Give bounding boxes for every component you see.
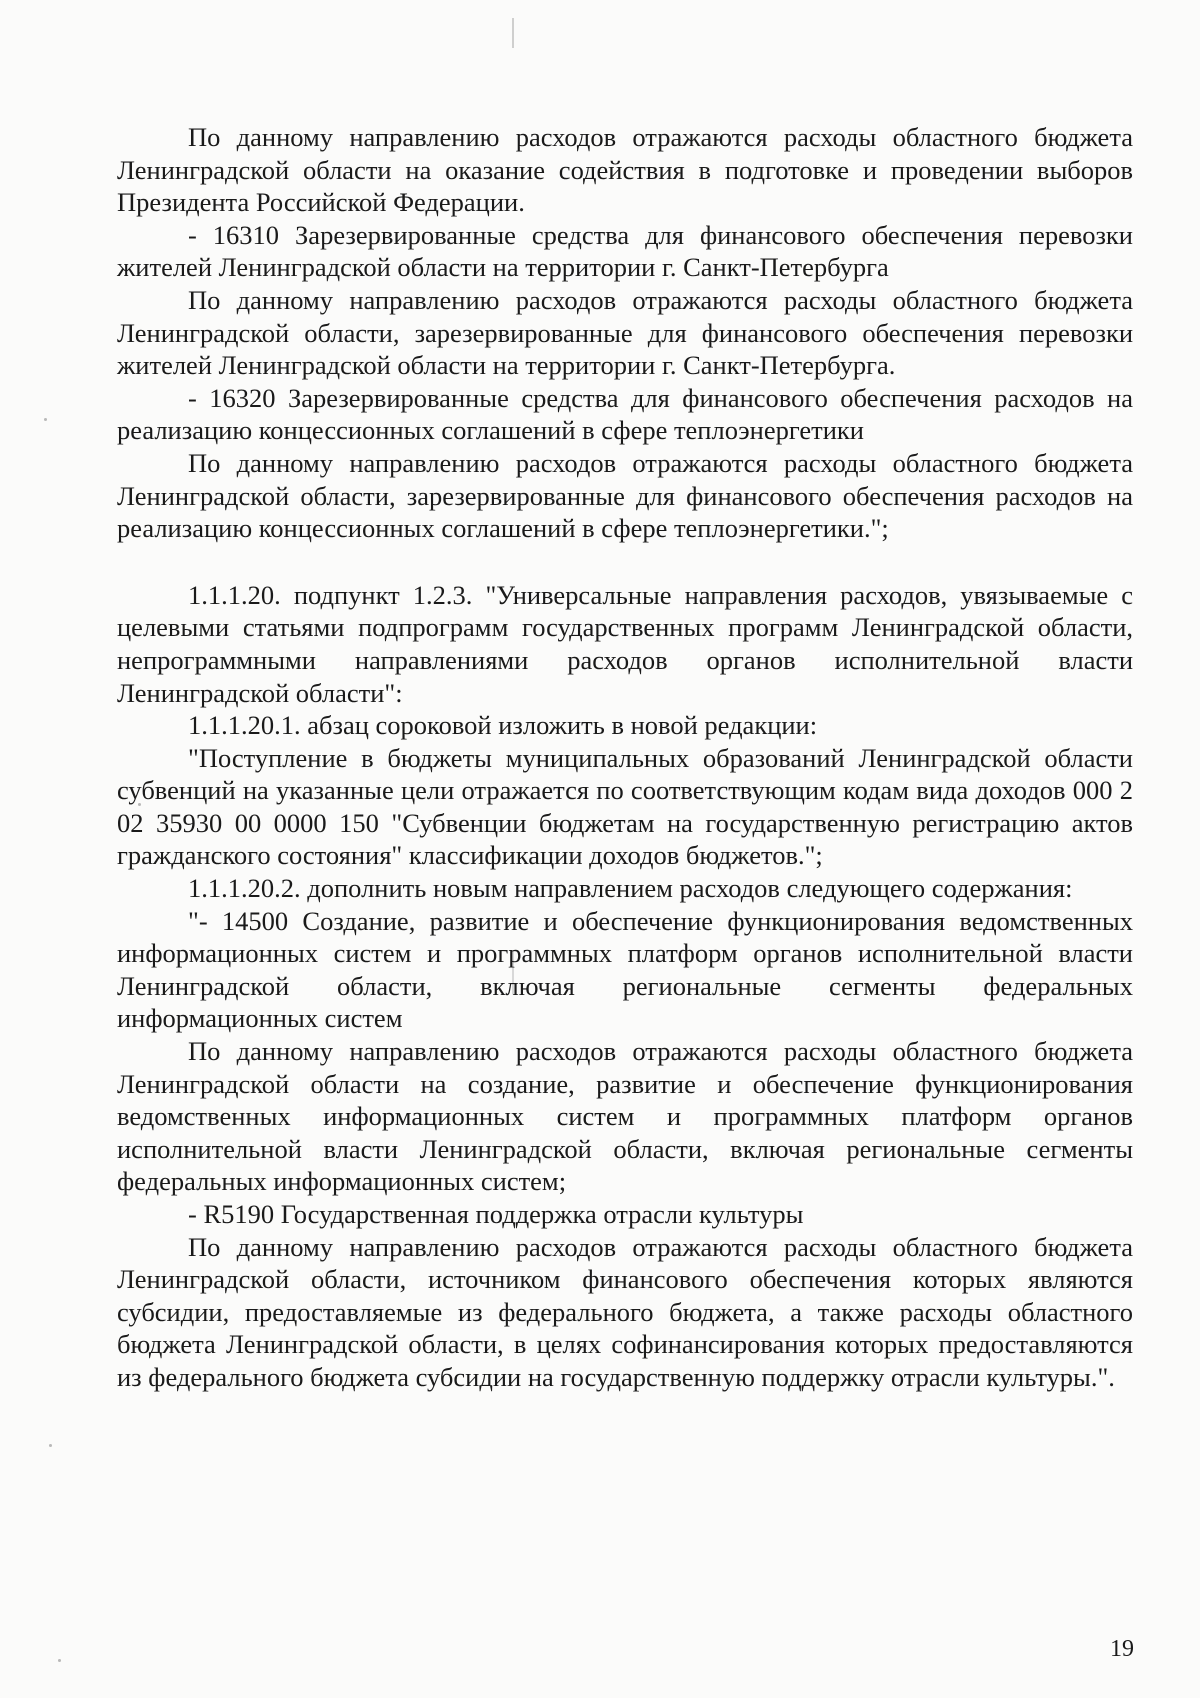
paragraph-top-2: - 16310 Зарезервированные средства для финансового обеспечения перевозки жителей Ленинградской области на территории г. Санкт-Петербурга [117,219,1133,283]
paragraph-bottom-7: - R5190 Государственная поддержка отрасли культуры [188,1199,804,1229]
paragraph-bottom-6: По данному направлению расходов отражаются расходы областного бюджета Ленинградской области на создание, развитие и обеспечение функционирования ведомственных информационных систем и программных платформ органов исполнительной власти Ленинградской области, включая региональные сегменты федеральных информационных систем; [117,1036,1133,1197]
document-body [117,121,1133,1394]
page-number: 19 [1110,1636,1134,1662]
paragraph-bottom-1: 1.1.1.20. подпункт 1.2.3. "Универсальные направления расходов, увязываемые с целевыми статьями подпрограмм государственных программ Ленинградской области, непрограммными направлениями расходов органов исполнительной власти Ленинградской области": [117,579,1133,708]
scan-speck [58,1659,61,1662]
paragraph-bottom-2: 1.1.1.20.1. абзац сороковой изложить в новой редакции: [188,710,818,741]
paragraph-gap [117,545,1133,579]
paragraph-bottom-3: "Поступление в бюджеты муниципальных образований Ленинградской области субвенций на указанные цели отражается по соответствующим кодам вида доходов 000 2 02 35930 00 0000 150 "Субвенции бюджетам на государственную регистрацию актов гражданского состояния" классификации доходов бюджетов."; [117,742,1133,871]
paragraph-bottom-4: 1.1.1.20.2. дополнить новым направлением расходов следующего содержания: [188,873,1073,904]
paragraph-top-5: По данному направлению расходов отражаются расходы областного бюджета Ленинградской области, зарезервированные для финансового обеспечения расходов на реализацию концессионных соглашений в сфере теплоэнергетики."; [117,447,1133,544]
scan-speck [49,1444,52,1447]
scan-artifact-top [512,18,514,48]
scan-speck [44,418,47,421]
paragraph-bottom-8: По данному направлению расходов отражаются расходы областного бюджета Ленинградской области, источником финансового обеспечения которых являются субсидии, предоставляемые из федерального бюджета, а также расходы областного бюджета Ленинградской области, в целях софинансирования которых предоставляются из федерального бюджета субсидии на государственную поддержку отрасли культуры.". [117,1231,1133,1392]
paragraph-bottom-5: "- 14500 Создание, развитие и обеспечение функционирования ведомственных информационных систем и программных платформ органов исполнительной власти Ленинградской области, включая региональные сегменты федеральных информационных систем [117,905,1133,1034]
paragraph-top-3: По данному направлению расходов отражаются расходы областного бюджета Ленинградской области, зарезервированные для финансового обеспечения перевозки жителей Ленинградской области на территории г. Санкт-Петербурга. [117,284,1133,381]
paragraph-top-1: По данному направлению расходов отражаются расходы областного бюджета Ленинградской области на оказание содействия в подготовке и проведении выборов Президента Российской Федерации. [117,122,1133,218]
paragraph-top-4: - 16320 Зарезервированные средства для финансового обеспечения расходов на реализацию концессионных соглашений в сфере теплоэнергетики [117,382,1133,446]
